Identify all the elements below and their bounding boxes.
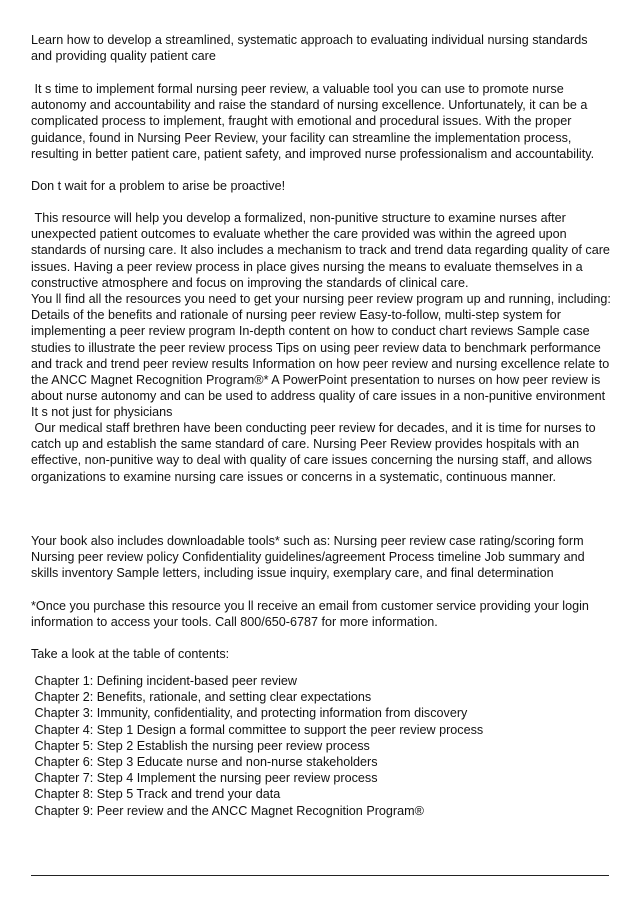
toc-item: Chapter 2: Benefits, rationale, and setting clear expectations [31,690,372,705]
implementation-paragraph: It s time to implement formal nursing peer review, a valuable tool you can use to promote nurse autonomy and accountability and raise the standard of nursing excellence. Unfortunately, it can be a complicated process to implement, fraught with emotional and procedural issues. With the proper guidance, found in Nursing Peer Review, your facility can streamline the implementation process, resulting in better patient care, patient safety, and improved nurse professionalism and accountability. [31,82,595,161]
resources-list-paragraph: You ll find all the resources you need to get your nursing peer review program up and running, including: Details of the benefits and rationale of nursing peer review Easy-to-follow, multi-step system for implementing a peer review program In-depth content on how to conduct chart reviews Sample case studies to illustrate the peer review process Tips on using peer review data to benchmark performance and track and trend peer review results Information on how peer review and nursing excellence relate to the ANCC Magnet Recognition Program®* A PowerPoint presentation to nurses on how peer review is about nurse autonomy and can be used to address quality of care issues in a non-punitive environment It s not just for physicians [31,292,611,420]
table-of-contents [31,673,611,819]
toc-item: Chapter 3: Immunity, confidentiality, and protecting information from discovery [31,706,468,721]
proactive-paragraph: Don t wait for a problem to arise be proactive! [31,179,286,193]
toc-item: Chapter 1: Defining incident-based peer review [31,674,298,688]
toc-intro-paragraph: Take a look at the table of contents: [31,647,230,661]
toc-item: Chapter 9: Peer review and the ANCC Magnet Recognition Program® [31,803,424,818]
toc-item: Chapter 6: Step 3 Educate nurse and non-nurse stakeholders [31,754,378,769]
tools-paragraph: Your book also includes downloadable tools* such as: Nursing peer review case rating/scoring form Nursing peer review policy Confidentiality guidelines/agreement Process timeline Job summary and skills inventory Sample letters, including issue inquiry, exemplary care, and final determination [31,534,585,581]
toc-item: Chapter 4: Step 1 Design a formal committee to support the peer review process [31,722,484,737]
toc-item: Chapter 5: Step 2 Establish the nursing peer review process [31,738,370,753]
intro-paragraph: Learn how to develop a streamlined, systematic approach to evaluating individual nursing standards and providing quality patient care [31,33,588,64]
purchase-info-paragraph: *Once you purchase this resource you ll receive an email from customer service providing your login information to access your tools. Call 800/650-6787 for more information. [31,599,589,630]
medical-staff-paragraph: Our medical staff brethren have been conducting peer review for decades, and it is time for nurses to catch up and establish the same standard of care. Nursing Peer Review provides hospitals with an effective, non-punitive way to deal with quality of care issues concerning the nursing staff, and allows organizations to examine nursing care issues or concerns in a systematic, continuous manner. [31,421,600,484]
toc-item: Chapter 8: Step 5 Track and trend your data [31,787,281,802]
toc-item: Chapter 7: Step 4 Implement the nursing peer review process [31,771,378,786]
resource-paragraph: This resource will help you develop a formalized, non-punitive structure to examine nurses after unexpected patient outcomes to evaluate whether the care provided was within the agreed upon standards of nursing care. It also includes a mechanism to track and trend data regarding quality of care issues. Having a peer review process in place gives nursing the means to evaluate themselves in a constructive atmosphere and focus on improving the standards of clinical care. [31,211,614,290]
footer-divider [31,875,609,876]
